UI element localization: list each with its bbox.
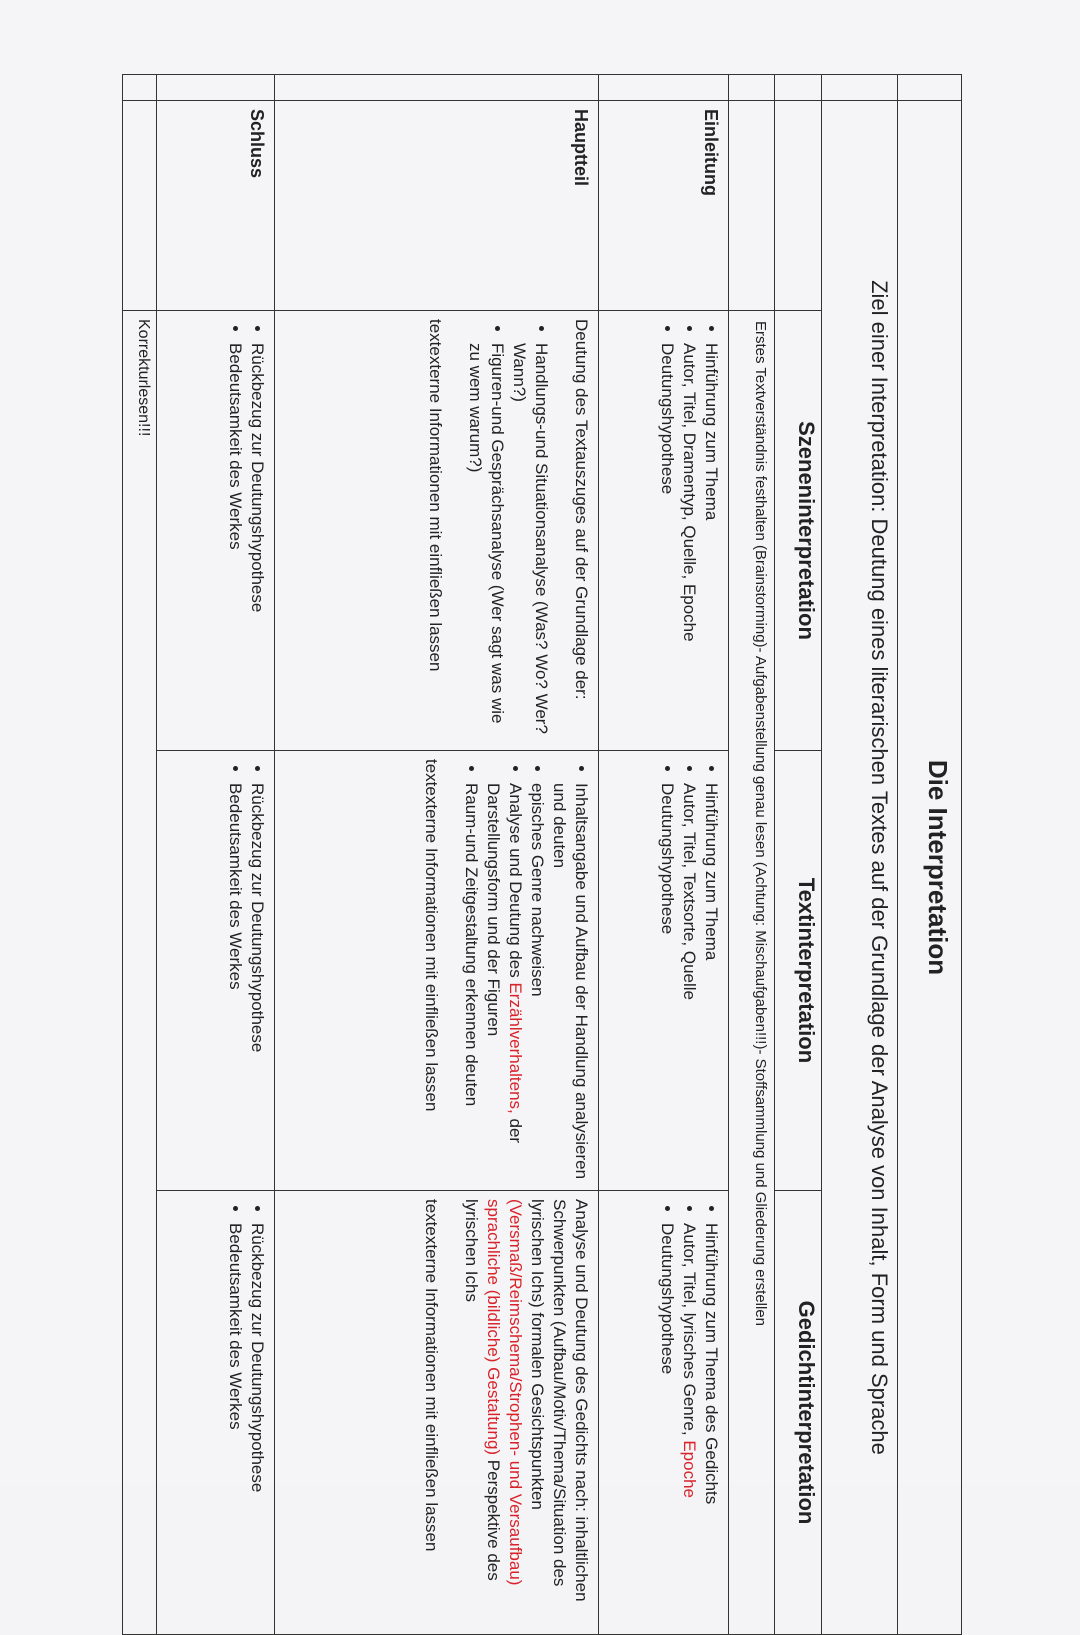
analyse-text: Analyse und Deutung des (506, 783, 526, 978)
szene-intro: Deutung des Textauszuges auf der Grundlage der: (572, 319, 592, 700)
list-item: • Hinführung zum Thema (700, 343, 722, 742)
spacer (442, 1199, 460, 1626)
gedicht-extern: textexterne Informationen mit einfließen lassen (422, 1199, 442, 1552)
sprache-highlight: sprachliche (bildliche) Gestaltung) (484, 1199, 504, 1456)
empty-cell (123, 101, 157, 311)
list-item (678, 1223, 700, 1626)
row-label-hauptteil: Hauptteil (275, 101, 599, 311)
spacer (446, 319, 464, 742)
left-margin-cell (156, 75, 275, 101)
footer-note: Korrekturlesen!!! (123, 311, 157, 1635)
darstellung-text: der Darstellungsform und der Figuren (484, 783, 526, 1144)
list-item: • Deutungshypothese (656, 343, 678, 742)
list-item: • Bedeutsamkeit des Werkes (224, 783, 246, 1182)
hauptteil-gedicht (275, 1191, 599, 1635)
left-margin-cell (599, 75, 729, 101)
spacer (442, 759, 460, 1182)
list-item: • Hinführung zum Thema (700, 783, 722, 1182)
erzaehlverhalten-highlight: Erzählverhaltens, (506, 982, 526, 1114)
versmass-highlight: (Versmaß/Reimschema/Strophen- und Versaufbau) (506, 1199, 526, 1586)
list-item: • Rückbezug zur Deutungshypothese (246, 1223, 268, 1626)
hauptteil-text (275, 751, 599, 1191)
list-item: • Raum-und Zeitgestaltung erkennen deuten (460, 783, 482, 1182)
gedicht-genre-text: Autor, Titel, lyrisches Genre, (679, 1223, 699, 1436)
perspektive-text: Perspektive des lyrischen Ichs (462, 1199, 504, 1581)
rotated-table-wrapper (122, 74, 962, 1634)
schluss-text (156, 751, 275, 1191)
schluss-gedicht (156, 1191, 275, 1635)
list-item: • Deutungshypothese (656, 783, 678, 1182)
column-header-text: Textinterpretation (775, 751, 821, 1191)
empty-corner-cell (775, 101, 821, 311)
schluss-szene (156, 311, 275, 751)
einleitung-gedicht (599, 1191, 729, 1635)
left-margin-cell (821, 75, 898, 101)
left-margin-cell (775, 75, 821, 101)
einleitung-szene (599, 311, 729, 751)
list-item: • episches Genre nachweisen (526, 783, 548, 1182)
document-title: Die Interpretation (898, 101, 962, 1635)
left-margin-cell (123, 75, 157, 101)
list-item: • Rückbezug zur Deutungshypothese (246, 783, 268, 1182)
list-item: • Inhaltsangabe und Aufbau der Handlung analysieren und deuten (548, 783, 592, 1182)
preliminary-note: Erstes Textverständnis festhalten (Brainstorming)- Aufgabenstellung genau lesen (Achtung: Mischaufgaben!!!)- Stoffsammlung und Gliederung erstellen (728, 311, 774, 1635)
einleitung-text (599, 751, 729, 1191)
list-item: • Bedeutsamkeit des Werkes (224, 1223, 246, 1626)
row-label-einleitung: Einleitung (599, 101, 729, 311)
gedicht-analyse (460, 1199, 592, 1626)
column-header-gedicht: Gedichtinterpretation (775, 1191, 821, 1635)
list-item: • Deutungshypothese (656, 1223, 678, 1626)
list-item (482, 783, 526, 1182)
spacer (552, 319, 570, 742)
left-margin-cell (275, 75, 599, 101)
column-header-szene: Szeneninterpretation (775, 311, 821, 751)
goal-statement: Ziel einer Interpretation: Deutung eines literarischen Textes auf der Grundlage der Analyse von Inhalt, Form und Sprache (821, 101, 898, 1635)
list-item: • Hinführung zum Thema des Gedichts (700, 1223, 722, 1626)
hauptteil-szene (275, 311, 599, 751)
left-margin-cell (728, 75, 774, 101)
text-extern: textexterne Informationen mit einfließen lassen (422, 759, 442, 1112)
list-item: • Handlungs-und Situationsanalyse (Was? Wo? Wer? Wann?) (508, 343, 552, 742)
szene-extern: textexterne Informationen mit einfließen lassen (426, 319, 446, 672)
list-item: • Autor, Titel, Dramentyp, Quelle, Epoche (678, 343, 700, 742)
list-item: • Figuren-und Gesprächsanalyse (Wer sagt was wie zu wem warum?) (464, 343, 508, 742)
epoche-highlight: Epoche (679, 1440, 699, 1498)
list-item: • Bedeutsamkeit des Werkes (224, 343, 246, 742)
gedicht-analyse-text: Analyse und Deutung des Gedichts nach: inhaltlichen Schwerpunkten (Aufbau/Motiv/Thema/Situation des lyrischen Ichs) formalen Gesichtspunkten (528, 1199, 592, 1602)
empty-cell (728, 101, 774, 311)
left-margin-cell (898, 75, 962, 101)
row-label-schluss: Schluss (156, 101, 275, 311)
list-item: • Autor, Titel, Textsorte, Quelle (678, 783, 700, 1182)
interpretation-table (122, 74, 962, 1635)
list-item: • Rückbezug zur Deutungshypothese (246, 343, 268, 742)
